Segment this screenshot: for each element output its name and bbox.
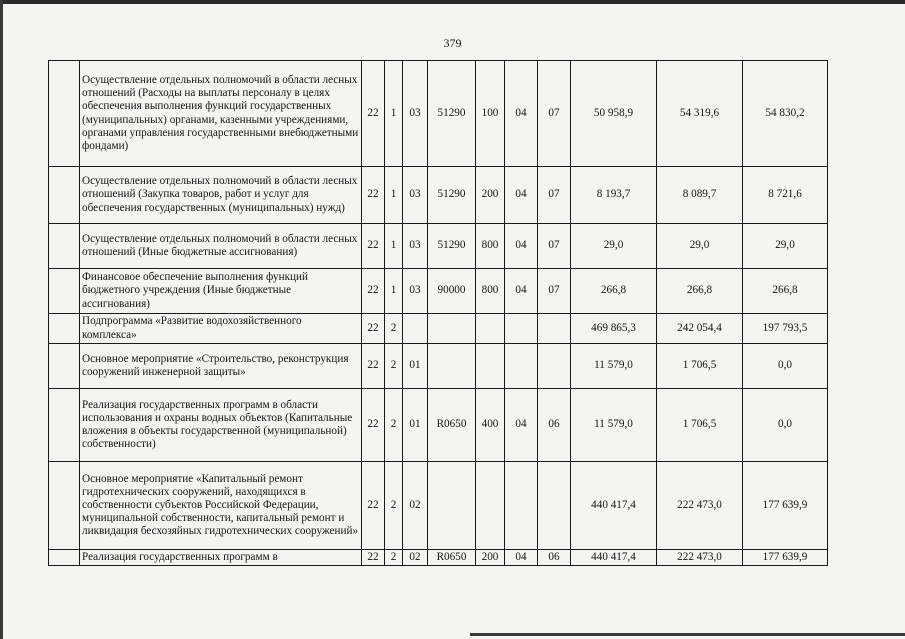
row-amount-cell: 54 319,6 bbox=[657, 61, 743, 167]
row-name-cell: Основное мероприятие «Капитальный ремонт гидротехнических сооружений, находящихся в собственности субъектов Российской Федерации, муниципальной собственности, капитальный ремонт и ликвидация бесхозяйных гидротехнических сооружений» bbox=[80, 462, 362, 550]
row-code-cell: 06 bbox=[538, 389, 571, 462]
row-name-cell: Финансовое обеспечение выполнения функций бюджетного учреждения (Иные бюджетные ассигнования) bbox=[80, 269, 362, 314]
row-code-cell: 51290 bbox=[428, 61, 476, 167]
row-amount-cell: 222 473,0 bbox=[657, 462, 743, 550]
row-code-cell: 22 bbox=[362, 550, 385, 566]
row-amount-cell: 29,0 bbox=[657, 224, 743, 269]
page-number: 379 bbox=[443, 36, 462, 50]
row-name-cell: Реализация государственных программ в bbox=[80, 550, 362, 566]
row-code-cell: 200 bbox=[476, 167, 505, 224]
table-row bbox=[49, 61, 828, 167]
row-code-cell: 01 bbox=[403, 389, 428, 462]
row-code-cell bbox=[476, 462, 505, 550]
table-row bbox=[49, 167, 828, 224]
row-blank-cell bbox=[49, 61, 80, 167]
row-amount-cell: 197 793,5 bbox=[743, 314, 828, 344]
table-row bbox=[49, 389, 828, 462]
row-code-cell bbox=[538, 314, 571, 344]
row-code-cell: 04 bbox=[505, 224, 538, 269]
row-code-cell: 800 bbox=[476, 269, 505, 314]
row-blank-cell bbox=[49, 224, 80, 269]
row-code-cell: 1 bbox=[385, 167, 403, 224]
row-code-cell: 04 bbox=[505, 269, 538, 314]
row-code-cell: 07 bbox=[538, 224, 571, 269]
row-code-cell: R0650 bbox=[428, 389, 476, 462]
row-code-cell: 01 bbox=[403, 344, 428, 389]
row-code-cell: 1 bbox=[385, 269, 403, 314]
row-code-cell: 90000 bbox=[428, 269, 476, 314]
row-blank-cell bbox=[49, 269, 80, 314]
table-row bbox=[49, 314, 828, 344]
row-code-cell: 03 bbox=[403, 224, 428, 269]
row-amount-cell: 8 089,7 bbox=[657, 167, 743, 224]
row-amount-cell: 11 579,0 bbox=[571, 344, 657, 389]
row-amount-cell: 1 706,5 bbox=[657, 389, 743, 462]
scan-border-bottom bbox=[470, 633, 905, 636]
table-row bbox=[49, 550, 828, 566]
row-code-cell: 51290 bbox=[428, 224, 476, 269]
row-name-cell: Осуществление отдельных полномочий в области лесных отношений (Закупка товаров, работ и услуг для обеспечения государственных (муниципальных) нужд) bbox=[80, 167, 362, 224]
row-amount-cell: 0,0 bbox=[743, 344, 828, 389]
row-code-cell: 04 bbox=[505, 61, 538, 167]
row-blank-cell bbox=[49, 389, 80, 462]
row-code-cell bbox=[428, 314, 476, 344]
row-name-cell: Реализация государственных программ в области использования и охраны водных объектов (Капитальные вложения в объекты государственной (муниципальной) собственности) bbox=[80, 389, 362, 462]
row-blank-cell bbox=[49, 462, 80, 550]
row-code-cell bbox=[505, 314, 538, 344]
row-code-cell: 04 bbox=[505, 389, 538, 462]
row-amount-cell: 440 417,4 bbox=[571, 462, 657, 550]
row-code-cell: 2 bbox=[385, 314, 403, 344]
row-code-cell: 02 bbox=[403, 550, 428, 566]
row-code-cell: 22 bbox=[362, 344, 385, 389]
row-name-cell: Осуществление отдельных полномочий в области лесных отношений (Расходы на выплаты персоналу в целях обеспечения выполнения функций государственных (муниципальных) органами, казенными учреждениями, органами управления государственными внебюджетными фондами) bbox=[80, 61, 362, 167]
row-code-cell: 1 bbox=[385, 61, 403, 167]
row-amount-cell: 266,8 bbox=[743, 269, 828, 314]
row-code-cell: 2 bbox=[385, 462, 403, 550]
row-code-cell bbox=[538, 344, 571, 389]
row-amount-cell: 469 865,3 bbox=[571, 314, 657, 344]
budget-table bbox=[48, 60, 828, 566]
row-code-cell: 04 bbox=[505, 167, 538, 224]
row-code-cell bbox=[538, 462, 571, 550]
row-amount-cell: 177 639,9 bbox=[743, 550, 828, 566]
row-code-cell: 22 bbox=[362, 269, 385, 314]
row-blank-cell bbox=[49, 167, 80, 224]
row-code-cell: 22 bbox=[362, 389, 385, 462]
row-code-cell: 1 bbox=[385, 224, 403, 269]
row-code-cell: 07 bbox=[538, 61, 571, 167]
scan-border-left bbox=[0, 0, 3, 639]
row-amount-cell: 0,0 bbox=[743, 389, 828, 462]
row-code-cell: 03 bbox=[403, 167, 428, 224]
row-blank-cell bbox=[49, 550, 80, 566]
row-amount-cell: 440 417,4 bbox=[571, 550, 657, 566]
row-code-cell bbox=[476, 314, 505, 344]
row-code-cell: 100 bbox=[476, 61, 505, 167]
row-blank-cell bbox=[49, 314, 80, 344]
row-code-cell bbox=[476, 344, 505, 389]
row-amount-cell: 29,0 bbox=[743, 224, 828, 269]
table-row bbox=[49, 269, 828, 314]
row-amount-cell: 222 473,0 bbox=[657, 550, 743, 566]
row-code-cell: 07 bbox=[538, 167, 571, 224]
row-name-cell: Осуществление отдельных полномочий в области лесных отношений (Иные бюджетные ассигнования) bbox=[80, 224, 362, 269]
row-code-cell bbox=[505, 462, 538, 550]
row-code-cell bbox=[428, 462, 476, 550]
row-code-cell: 400 bbox=[476, 389, 505, 462]
table-row bbox=[49, 224, 828, 269]
row-code-cell: 2 bbox=[385, 550, 403, 566]
row-code-cell: 22 bbox=[362, 61, 385, 167]
row-amount-cell: 11 579,0 bbox=[571, 389, 657, 462]
row-code-cell: 22 bbox=[362, 314, 385, 344]
row-amount-cell: 8 193,7 bbox=[571, 167, 657, 224]
row-code-cell bbox=[428, 344, 476, 389]
row-code-cell: 02 bbox=[403, 462, 428, 550]
row-code-cell: 800 bbox=[476, 224, 505, 269]
row-blank-cell bbox=[49, 344, 80, 389]
row-code-cell: 22 bbox=[362, 462, 385, 550]
row-code-cell: 2 bbox=[385, 344, 403, 389]
row-code-cell bbox=[505, 344, 538, 389]
table-row bbox=[49, 462, 828, 550]
row-amount-cell: 266,8 bbox=[657, 269, 743, 314]
row-code-cell: 22 bbox=[362, 224, 385, 269]
row-code-cell: 51290 bbox=[428, 167, 476, 224]
row-code-cell: 22 bbox=[362, 167, 385, 224]
row-code-cell bbox=[403, 314, 428, 344]
row-amount-cell: 8 721,6 bbox=[743, 167, 828, 224]
row-name-cell: Основное мероприятие «Строительство, реконструкция сооружений инженерной защиты» bbox=[80, 344, 362, 389]
row-amount-cell: 1 706,5 bbox=[657, 344, 743, 389]
row-code-cell: 07 bbox=[538, 269, 571, 314]
row-code-cell: 06 bbox=[538, 550, 571, 566]
row-code-cell: 04 bbox=[505, 550, 538, 566]
table-row bbox=[49, 344, 828, 389]
row-amount-cell: 54 830,2 bbox=[743, 61, 828, 167]
row-code-cell: 03 bbox=[403, 269, 428, 314]
row-amount-cell: 266,8 bbox=[571, 269, 657, 314]
scan-border-top bbox=[0, 0, 905, 4]
row-code-cell: R0650 bbox=[428, 550, 476, 566]
row-code-cell: 200 bbox=[476, 550, 505, 566]
row-amount-cell: 242 054,4 bbox=[657, 314, 743, 344]
row-name-cell: Подпрограмма «Развитие водохозяйственного комплекса» bbox=[80, 314, 362, 344]
row-code-cell: 2 bbox=[385, 389, 403, 462]
row-code-cell: 03 bbox=[403, 61, 428, 167]
row-amount-cell: 29,0 bbox=[571, 224, 657, 269]
row-amount-cell: 50 958,9 bbox=[571, 61, 657, 167]
row-amount-cell: 177 639,9 bbox=[743, 462, 828, 550]
